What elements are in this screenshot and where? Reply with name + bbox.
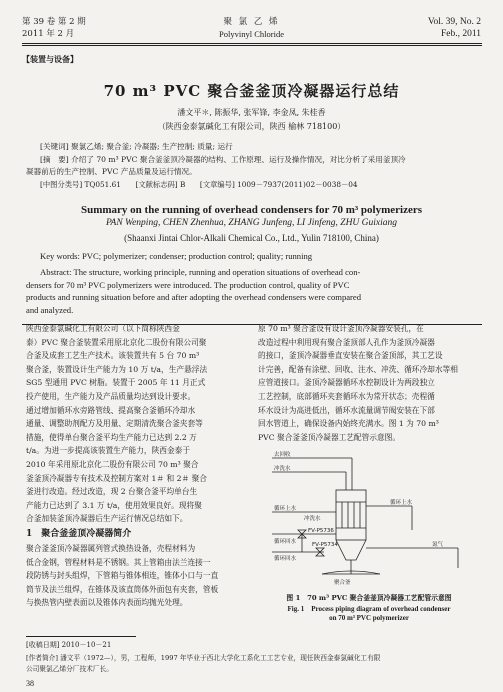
right-line: 回水管道上，确保设备内始终充满水。图 1 为 70 m³ [258,419,439,429]
authors: 潘文平＊, 陈振华, 张军锋, 李金凤, 朱桂香 [177,108,326,117]
abstract-en-line: and analyzed. [26,304,74,315]
label-fv5736: FV-P5736 [308,528,334,534]
intro-line: 通过增加循环水旁路管线、提高聚合釜循环冷却水 [26,405,196,415]
label-flush-water-2: 冲洗水 [304,516,321,522]
header-rule-2 [22,45,482,46]
abstract-en-line: densers for 70 m³ PVC polymerizers were introduced. The production control, quality of PVC [26,279,350,290]
figure-caption-en-2: on 70 m³ PVC polymerizer [329,614,409,622]
right-line: 的接口，釜顶冷凝器垂直安装在聚合釜顶部，其工艺设 [258,351,443,361]
date-en: Feb., 2011 [440,29,481,39]
figure-caption-en-1: Fig. 1 Process piping diagram of overhead condenser [287,605,451,613]
keywords-en: Key words: PVC; polymerizer; condenser; production control; quality; running [40,251,313,261]
abstract-en [26,266,480,316]
journal-name-en: Polyvinyl Chloride [219,29,284,39]
label-nitrogen: 氮气 [432,542,444,548]
header-rule [22,43,482,44]
section-1-heading: 1 聚合釜釜顶冷凝器简介 [26,528,132,539]
affiliation-en: (Shaanxi Jintai Chlor-Alkali Chemical Co., Ltd., Yulin 718100, China) [124,233,379,243]
right-line: 工艺控制，底部循环夹套循环水为常开状态；壳程循 [258,391,435,401]
footnote-author-2: 公司聚氯乙烯分厂技术厂长。 [26,665,113,673]
right-line: 计完善，配备有涂壁、回收、注水、冲洗、循环冷却水等相 [258,364,458,374]
intro-line: 釜釜顶冷凝器专有技术及控制方案对 1＃ 和 2＃ 聚合 [26,473,207,483]
authors-en: PAN Wenping, CHEN Zhenhua, ZHANG Junfeng, LI Jinfeng, ZHU Guixiang [105,218,398,228]
column-tag: 【装置与设备】 [22,54,78,64]
intro-line: 聚合釜，装置设计生产能力为 10 万 t/a，生产悬浮法 [26,364,208,374]
keywords-cn: [关键词] 聚氯乙烯; 聚合釜; 冷凝器; 生产控制; 质量; 运行 [40,142,233,151]
right-line: 应管道接口。釜顶冷凝器循环水控制设计为两段独立 [258,378,435,388]
intro-line: 措施，使得单台聚合釜平均生产能力已达到 2.2 万 [26,432,197,442]
abstract-en-line: products and running situation before and after adopting the overhead condensers were compared [26,292,362,302]
intro-line: 产能力已达到了 3.1 万 t/a，使用效果良好。现将聚 [26,500,202,510]
classification-codes: [中图分类号] TQ051.61 [文献标志码] B [文章编号] 1009－7937(2011)02－0038－04 [40,180,358,189]
intro-line: 合釜加装釜顶冷凝器后生产运行情况总结如下。 [26,514,188,524]
affiliation: （陕西金泰氯碱化工有限公司，陕西 榆林 718100） [157,122,346,131]
right-line: PVC 聚合釜釜顶冷凝器工艺配管示意图。 [258,432,401,442]
footnote-author-1: [作者简介] 潘文平（1972—），男，工程师，1997 年毕业于西北大学化工系化工工艺专业，现任陕西金泰氯碱化工有限 [26,654,381,662]
intro-line: 2010 年采用原北京化二股份有限公司 70 m³ 聚合 [26,459,199,469]
intro-line: t/a。为进一步提高该装置生产能力，陕西金泰于 [26,446,191,456]
intro-line: 釜进行改造。经过改造，现 2 台聚合釜平均单台生 [26,487,198,497]
volume-issue-en: Vol. 39, No. 2 [427,17,481,27]
label-flush-water: 冲洗水 [274,466,291,472]
date-cn: 2011 年 2 月 [22,29,75,39]
label-cw-supply-2: 循环上水 [390,500,413,506]
article-title: 70 m³ PVC 聚合釜釜顶冷凝器运行总结 [103,82,400,100]
intro-line: 通量、调整助剂配方及用量、定期清洗聚合釜夹套等 [26,419,203,429]
intro-line: 泰）PVC 聚合釜装置采用原北京化二股份有限公司聚 [26,337,207,347]
section1-line: 聚合釜釜顶冷凝器属列管式换热设备，壳程材料为 [26,543,196,553]
volume-issue-cn: 第 39 卷 第 2 期 [22,17,86,27]
footnote-received: [收稿日期] 2010－10－21 [26,641,112,649]
label-cw-return-2: 循环回水 [274,556,297,562]
abstract-cn-line2: 凝器前后的生产控制、PVC 产品质量及运行情况。 [26,167,197,176]
right-line: 原 70 m³ 聚合釜设有设计釜顶冷凝器安装孔，在 [258,324,424,333]
section1-line: 段防锈与封头组焊，下管箱与锥体相连，锥体小口与一直 [26,571,219,581]
label-cw-supply: 循环上水 [274,506,297,512]
section1-line: 筒节及法兰组焊，在锥体及该直筒体外面包有夹套，管板 [26,584,219,594]
intro-line: 合釜及成套工艺生产技术。该装置共有 5 台 70 m³ [26,351,200,361]
title-en: Summary on the running of overhead condensers for 70 m³ polymerizers [80,204,423,216]
intro-line: SG5 型通用 PVC 树脂。装置于 2005 年 11 月正式 [26,378,206,388]
right-line: 环水设计为高进低出，循环水流量调节阀安装在下部 [258,405,435,415]
label-polymerizer: 聚合釜 [334,580,351,586]
abstract-en-line: Abstract: The structure, working principle, running and operation situations of overhead con- [40,267,361,277]
journal-name-cn: 聚 氯 乙 烯 [223,17,280,27]
right-column [258,322,480,444]
piping-diagram [262,448,482,588]
abstract-cn-line1: [摘 要] 介绍了 70 m³ PVC 聚合釜釜顶冷凝器的结构、工作原理、运行及操作情况，对比分析了采用釜顶冷 [40,155,406,164]
intro-line: 陕西金泰氯碱化工有限公司（以下简称陕西金 [26,324,180,333]
intro-line: 投产使用，生产能力及产品质量均达到设计要求。 [26,391,196,401]
right-line: 改造过程中利用现有聚合釜顶部人孔作为釜顶冷凝器 [258,337,435,347]
condenser-shell [336,490,366,540]
label-cw-return: 循环回水 [274,539,297,545]
section1-line: 与换热管内壁表面以及锥体内表面均抛光处理。 [26,598,188,608]
condenser-cone [336,540,366,560]
section1-line: 低合金钢，管程材料是不锈钢。其上管箱由法兰连接一 [26,557,211,567]
figure-caption-cn: 图 1 70 m³ PVC 聚合釜釜顶冷凝器工艺配管示意图 [286,594,452,602]
label-fv5734: FV-P5734 [312,542,338,548]
footnote-rule [26,636,136,637]
intro-column [26,322,248,610]
page-number: 38 [26,679,34,688]
label-recovery: 去回收 [274,452,291,458]
